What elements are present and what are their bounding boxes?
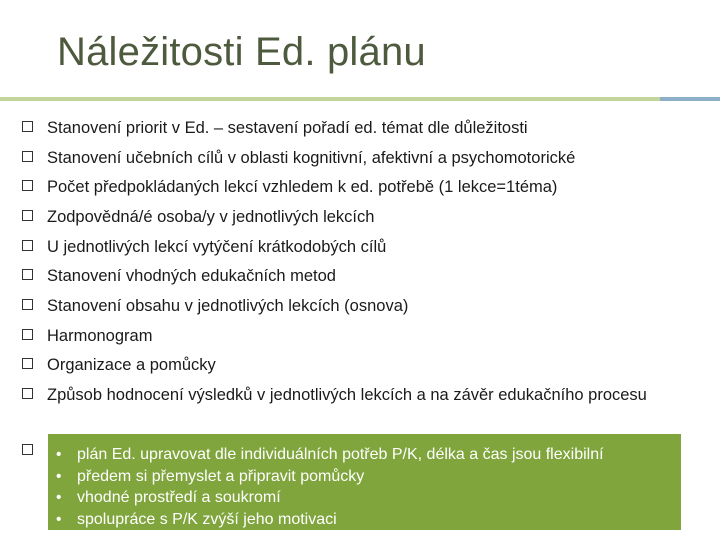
bullet-dot-icon: •	[56, 510, 62, 528]
square-bullet-icon	[22, 269, 33, 280]
square-bullet-icon	[22, 180, 33, 191]
list-item-text: Počet předpokládaných lekcí vzhledem k ed. potřebě (1 lekce=1téma)	[47, 178, 558, 196]
slide-title: Náležitosti Ed. plánu	[57, 30, 426, 74]
square-bullet-icon	[22, 299, 33, 310]
list-item-text: Stanovení priorit v Ed. – sestavení pořadí ed. témat dle důležitosti	[47, 119, 528, 137]
list-item-text: Stanovení vhodných edukačních metod	[47, 267, 336, 285]
bullet-dot-icon: •	[56, 489, 62, 506]
list-item-text: Stanovení učebních cílů v oblasti kognitivní, afektivní a psychomotorické	[47, 149, 576, 167]
note-line-text: předem si přemyslet a připravit pomůcky	[77, 467, 365, 485]
square-bullet-icon	[22, 358, 33, 369]
note-line-text: plán Ed. upravovat dle individuálních potřeb P/K, délka a čas jsou flexibilní	[77, 446, 604, 463]
square-bullet-icon	[22, 444, 33, 455]
list-item-text: U jednotlivých lekcí vytýčení krátkodobých cílů	[47, 238, 387, 256]
note-line-text: spolupráce s P/K zvýší jeho motivaci	[77, 510, 337, 528]
list-item-text: Stanovení obsahu v jednotlivých lekcích (osnova)	[47, 297, 409, 315]
bullet-dot-icon: •	[56, 467, 62, 485]
square-bullet-icon	[22, 240, 33, 251]
square-bullet-icon	[22, 210, 33, 221]
title-divider-accent	[660, 97, 720, 101]
list-item-text: Zodpovědná/é osoba/y v jednotlivých lekcích	[47, 208, 375, 226]
note-line	[56, 466, 681, 488]
list-item-text: Organizace a pomůcky	[47, 356, 216, 374]
bullet-dot-icon: •	[56, 446, 62, 463]
square-bullet-icon	[22, 151, 33, 162]
square-bullet-icon	[22, 121, 33, 132]
title-divider	[0, 97, 720, 101]
note-box	[48, 434, 681, 530]
square-bullet-icon	[22, 329, 33, 340]
note-line-text: vhodné prostředí a soukromí	[77, 489, 281, 506]
note-line	[56, 444, 681, 466]
list-item-text: Způsob hodnocení výsledků v jednotlivých lekcích a na závěr edukačního procesu	[47, 386, 647, 404]
note-line	[56, 509, 681, 531]
list-item-text: Harmonogram	[47, 327, 153, 345]
note-line	[56, 487, 681, 509]
square-bullet-icon	[22, 388, 33, 399]
